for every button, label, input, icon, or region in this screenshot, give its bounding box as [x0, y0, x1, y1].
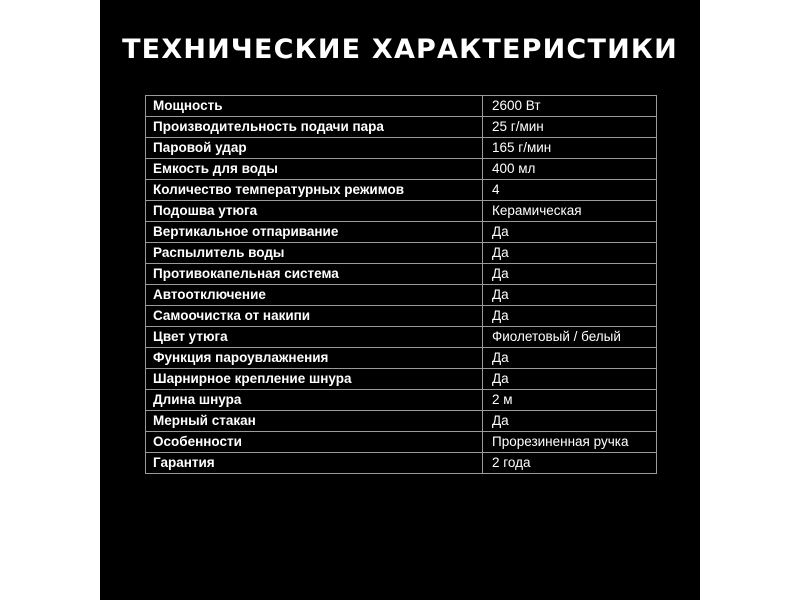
spec-value: Прорезиненная ручка [483, 432, 657, 453]
spec-label: Вертикальное отпаривание [146, 222, 483, 243]
spec-label: Емкость для воды [146, 159, 483, 180]
spec-label: Подошва утюга [146, 201, 483, 222]
spec-value: 2600 Вт [483, 96, 657, 117]
spec-label: Распылитель воды [146, 243, 483, 264]
spec-label: Мерный стакан [146, 411, 483, 432]
spec-label: Шарнирное крепление шнура [146, 369, 483, 390]
spec-label: Мощность [146, 96, 483, 117]
table-row [146, 285, 657, 306]
table-row [146, 243, 657, 264]
spec-value: Да [483, 411, 657, 432]
table-row [146, 453, 657, 474]
table-row [146, 264, 657, 285]
spec-value: 2 года [483, 453, 657, 474]
spec-value: 4 [483, 180, 657, 201]
spec-label: Самоочистка от накипи [146, 306, 483, 327]
spec-value: 165 г/мин [483, 138, 657, 159]
spec-value: 2 м [483, 390, 657, 411]
spec-label: Противокапельная система [146, 264, 483, 285]
spec-value: 25 г/мин [483, 117, 657, 138]
spec-value: Да [483, 369, 657, 390]
spec-label: Цвет утюга [146, 327, 483, 348]
spec-label: Паровой удар [146, 138, 483, 159]
spec-label: Функция пароувлажнения [146, 348, 483, 369]
table-row [146, 432, 657, 453]
spec-value: Да [483, 243, 657, 264]
spec-value: 400 мл [483, 159, 657, 180]
table-row [146, 390, 657, 411]
table-row [146, 306, 657, 327]
spec-value: Да [483, 285, 657, 306]
table-row [146, 348, 657, 369]
table-row [146, 222, 657, 243]
table-row [146, 117, 657, 138]
spec-label: Количество температурных режимов [146, 180, 483, 201]
table-row [146, 411, 657, 432]
spec-label: Автоотключение [146, 285, 483, 306]
spec-panel [100, 0, 700, 600]
spec-value: Керамическая [483, 201, 657, 222]
page-title: ТЕХНИЧЕСКИЕ ХАРАКТЕРИСТИКИ [122, 34, 678, 65]
table-row [146, 180, 657, 201]
spec-label: Гарантия [146, 453, 483, 474]
spec-label: Длина шнура [146, 390, 483, 411]
spec-label: Особенности [146, 432, 483, 453]
table-row [146, 369, 657, 390]
specs-table [145, 95, 657, 474]
spec-value: Да [483, 306, 657, 327]
spec-label: Производительность подачи пара [146, 117, 483, 138]
table-row [146, 159, 657, 180]
table-row [146, 138, 657, 159]
table-row [146, 201, 657, 222]
spec-value: Да [483, 264, 657, 285]
spec-value: Фиолетовый / белый [483, 327, 657, 348]
spec-value: Да [483, 222, 657, 243]
spec-value: Да [483, 348, 657, 369]
table-row [146, 96, 657, 117]
table-row [146, 327, 657, 348]
